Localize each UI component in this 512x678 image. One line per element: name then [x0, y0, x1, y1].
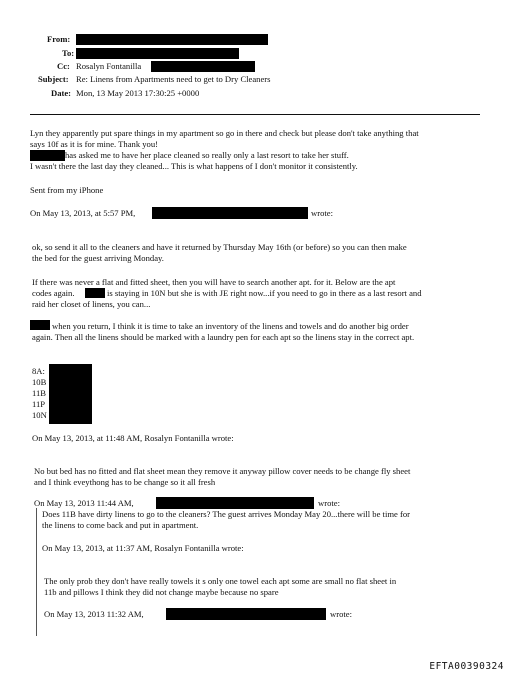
body-line: No but bed has no fitted and flat sheet mean they remove it anyway pillow cover needs to be change fly sheet	[34, 466, 411, 476]
date-label: Date:	[51, 88, 72, 98]
body-line: Does 11B have dirty linens to go to the cleaners? The guest arrives Monday May 20...there will be time for	[42, 509, 411, 519]
document-id: EFTA00390324	[429, 661, 504, 672]
quote-header: On May 13, 2013, at 5:57 PM,	[30, 208, 136, 218]
apt-code: 10B	[32, 377, 47, 387]
redaction-name	[30, 150, 65, 161]
cc-label: Cc:	[57, 61, 70, 71]
redaction-name	[30, 320, 50, 330]
body-line: 11b and pillows I think they did not change maybe because no spare	[44, 587, 279, 597]
quote-header-wrote: wrote:	[318, 498, 340, 508]
quote-header-wrote: wrote:	[330, 609, 352, 619]
body-line: The only prob they don't have really towels it s only one towel each apt some are small no flat sheet in	[44, 576, 397, 586]
body-line: codes again.	[32, 288, 75, 298]
body-line: again. Then all the linens should be marked with a laundry pen for each apt so the linens stay in the correct apt.	[32, 332, 415, 342]
quote-header-wrote: wrote:	[311, 208, 333, 218]
redaction-from	[76, 34, 268, 45]
subject-label: Subject:	[38, 74, 69, 84]
body-line: says 10f as it is for mine. Thank you!	[30, 139, 159, 149]
body-line: ok, so send it all to the cleaners and have it returned by Thursday May 16th (or before) so you can then make	[32, 242, 407, 252]
redaction-name	[85, 288, 105, 298]
from-label: From:	[47, 34, 71, 44]
apt-code: 11B	[32, 388, 47, 398]
apt-code: 8A:	[32, 366, 45, 376]
redaction-sender	[156, 497, 314, 509]
redaction-to	[76, 48, 239, 59]
body-line: I wasn't there the last day they cleaned... This is what happens of I don't monitor it consistently.	[30, 161, 358, 171]
body-line: has asked me to have her place cleaned so really only a last resort to take her stuff.	[65, 150, 349, 160]
body-line: If there was never a flat and fitted sheet, then you will have to search another apt. for it. Below are the apt	[32, 277, 396, 287]
redaction-sender	[152, 207, 308, 219]
quote-header: On May 13, 2013 11:32 AM,	[44, 609, 144, 619]
header-divider	[30, 114, 480, 115]
sent-from-signature: Sent from my iPhone	[30, 185, 104, 195]
body-line: and I think eveythong has to be change so it all fresh	[34, 477, 216, 487]
body-line: Lyn they apparently put spare things in my apartment so go in there and check but please don't take anything that	[30, 128, 419, 138]
body-line: is staying in 10N but she is with JE right now...if you need to go in there as a last resort and	[107, 288, 422, 298]
subject-value: Re: Linens from Apartments need to get to Dry Cleaners	[76, 74, 271, 84]
redaction-sender	[166, 608, 326, 620]
body-line: the linens to come back and put in apartment.	[42, 520, 199, 530]
body-line: the bed for the guest arriving Monday.	[32, 253, 164, 263]
redaction-cc	[151, 61, 255, 72]
date-value: Mon, 13 May 2013 17:30:25 +0000	[76, 88, 200, 98]
to-label: To:	[62, 48, 75, 58]
apt-code: 11P	[32, 399, 46, 409]
quote-header: On May 13, 2013 11:44 AM,	[34, 498, 134, 508]
body-line: when you return, I think it is time to take an inventory of the linens and towels and do another big order	[52, 321, 409, 331]
quote-header: On May 13, 2013, at 11:48 AM, Rosalyn Fontanilla wrote:	[32, 433, 234, 443]
cc-value: Rosalyn Fontanilla	[76, 61, 142, 71]
quote-header: On May 13, 2013, at 11:37 AM, Rosalyn Fontanilla wrote:	[42, 543, 244, 553]
apt-code: 10N	[32, 410, 47, 420]
body-line: raid her closet of linens, you can...	[32, 299, 151, 309]
redaction-codes	[49, 364, 92, 424]
quote-bar	[36, 508, 37, 636]
